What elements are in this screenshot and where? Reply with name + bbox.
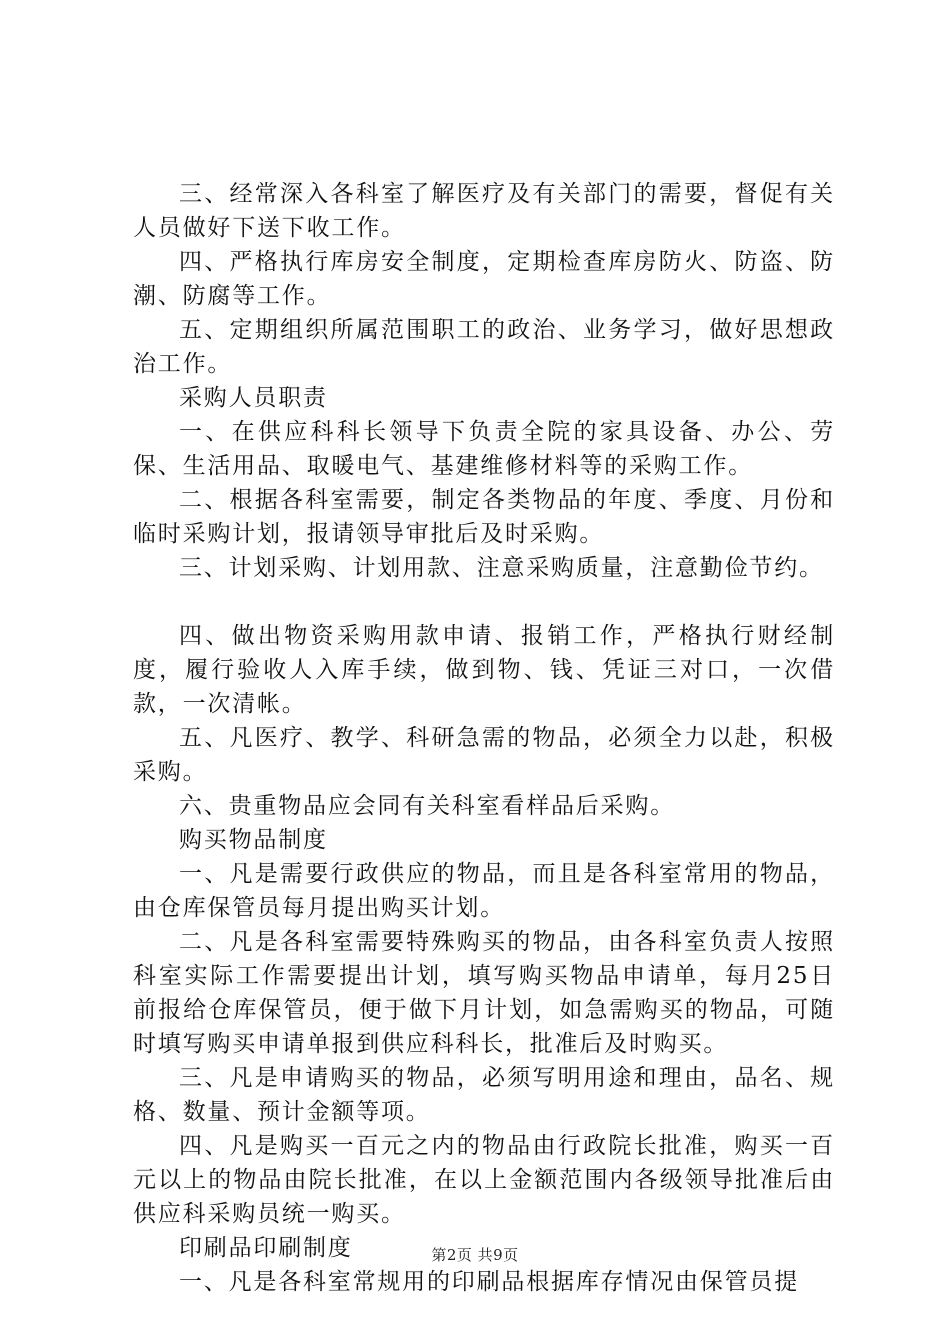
paragraph: 二、凡是各科室需要特殊购买的物品，由各科室负责人按照科室实际工作需要提出计划，填写购买物品申请单，每月25日前报给仓库保管员，便于做下月计划，如急需购买的物品，可随时填写购买申请单报到供应科科长，批准后及时购买。 bbox=[133, 929, 835, 1057]
document-body bbox=[133, 177, 835, 1299]
paragraph: 六、贵重物品应会同有关科室看样品后采购。 bbox=[179, 793, 675, 819]
paragraph: 一、凡是各科室常规用的印刷品根据库存情况由保管员提 bbox=[179, 1269, 799, 1295]
paragraph: 一、凡是需要行政供应的物品，而且是各科室常用的物品，由仓库保管员每月提出购买计划。 bbox=[133, 861, 835, 921]
paragraph: 四、严格执行库房安全制度，定期检查库房防火、防盗、防潮、防腐等工作。 bbox=[133, 249, 835, 309]
section-heading: 购买物品制度 bbox=[179, 827, 328, 853]
paragraph: 一、在供应科科长领导下负责全院的家具设备、办公、劳保、生活用品、取暖电气、基建维修材料等的采购工作。 bbox=[133, 419, 835, 479]
section-heading: 采购人员职责 bbox=[179, 385, 328, 411]
paragraph: 三、计划采购、计划用款、注意采购质量，注意勤俭节约。 bbox=[179, 555, 824, 581]
blank-line bbox=[133, 585, 835, 619]
paragraph: 三、经常深入各科室了解医疗及有关部门的需要，督促有关人员做好下送下收工作。 bbox=[133, 181, 835, 241]
section-heading: 印刷品印刷制度 bbox=[179, 1235, 353, 1261]
paragraph: 三、凡是申请购买的物品，必须写明用途和理由，品名、规格、数量、预计金额等项。 bbox=[133, 1065, 835, 1125]
paragraph: 二、根据各科室需要，制定各类物品的年度、季度、月份和临时采购计划，报请领导审批后及时采购。 bbox=[133, 487, 835, 547]
paragraph: 四、做出物资采购用款申请、报销工作，严格执行财经制度，履行验收人入库手续，做到物、钱、凭证三对口，一次借款，一次清帐。 bbox=[133, 623, 835, 717]
paragraph: 四、凡是购买一百元之内的物品由行政院长批准，购买一百元以上的物品由院长批准，在以上金额范围内各级领导批准后由供应科采购员统一购买。 bbox=[133, 1133, 835, 1227]
page-number-footer: 第2页 共9页 bbox=[431, 1246, 519, 1264]
paragraph: 五、凡医疗、教学、科研急需的物品，必须全力以赴，积极采购。 bbox=[133, 725, 835, 785]
paragraph: 五、定期组织所属范围职工的政治、业务学习，做好思想政治工作。 bbox=[133, 317, 835, 377]
